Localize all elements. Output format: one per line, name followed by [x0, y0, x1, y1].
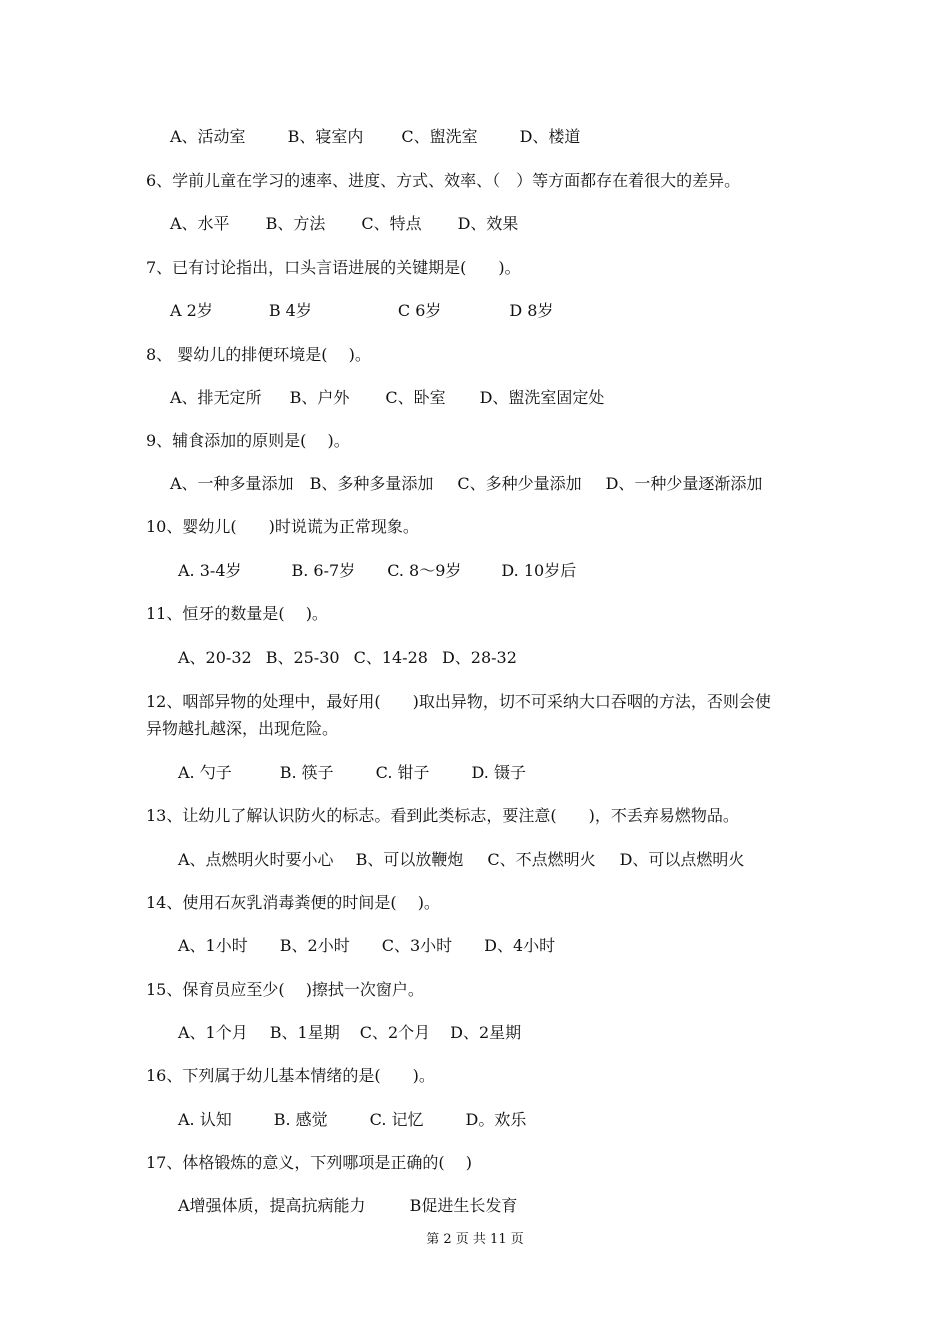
options-row	[178, 1196, 517, 1216]
question-text: 14、使用石灰乳消毒粪便的时间是( )。	[146, 893, 440, 912]
answer-option: D、效果	[457, 214, 519, 233]
answer-option: C、3小时	[381, 936, 453, 955]
options-row	[170, 214, 518, 234]
page-footer: 第 2 页 共 11 页	[426, 1232, 524, 1247]
answer-option: B促进生长发育	[409, 1196, 518, 1215]
answer-option: A、1个月	[178, 1023, 248, 1042]
answer-option: A、排无定所	[170, 388, 262, 407]
answer-option: B 4岁	[268, 301, 312, 320]
answer-option: B、可以放鞭炮	[355, 850, 464, 869]
question-text: 15、保育员应至少( )擦拭一次窗户。	[146, 980, 424, 999]
answer-option: C、盥洗室	[401, 127, 478, 146]
answer-option: C、卧室	[385, 388, 446, 407]
question-text: 异物越扎越深，出现危险。	[146, 719, 339, 738]
options-row	[170, 127, 580, 147]
answer-option: D、楼道	[519, 127, 581, 146]
options-row	[178, 1023, 521, 1043]
answer-option: B. 6-7岁	[291, 561, 356, 580]
answer-option: A 2岁	[170, 301, 213, 320]
question-text: 13、让幼儿了解认识防火的标志。看到此类标志，要注意( )，不丢弃易燃物品。	[146, 806, 739, 825]
answer-option: A、点燃明火时要小心	[178, 850, 334, 869]
answer-option: C、特点	[361, 214, 422, 233]
answer-option: C、不点燃明火	[487, 850, 596, 869]
answer-option: A、20-32	[178, 648, 252, 667]
answer-option: A. 勺子	[178, 763, 232, 782]
answer-option: D. 10岁后	[501, 561, 577, 580]
answer-option: A增强体质，提高抗病能力	[178, 1196, 366, 1215]
answer-option: A、水平	[170, 214, 230, 233]
answer-option: A、一种多量添加	[170, 474, 294, 493]
question-text: 8、 婴幼儿的排便环境是( )。	[146, 345, 371, 364]
answer-option: D、28-32	[441, 648, 517, 667]
options-row	[178, 561, 576, 581]
answer-option: B、25-30	[265, 648, 340, 667]
question-text: 17、体格锻炼的意义，下列哪项是正确的( )	[146, 1153, 472, 1172]
answer-option: D、2星期	[450, 1023, 522, 1042]
answer-option: C. 钳子	[375, 763, 430, 782]
answer-option: B. 筷子	[279, 763, 334, 782]
question-text: 6、学前儿童在学习的速率、进度、方式、效率、（ ）等方面都存在着很大的差异。	[146, 171, 741, 190]
answer-option: A. 认知	[178, 1110, 232, 1129]
answer-option: D. 镊子	[471, 763, 526, 782]
options-row	[178, 1110, 526, 1130]
options-row	[170, 388, 604, 408]
answer-option: C、14-28	[353, 648, 428, 667]
answer-option: C 6岁	[397, 301, 442, 320]
answer-option: B、2小时	[279, 936, 350, 955]
answer-option: D 8岁	[509, 301, 554, 320]
answer-option: A、1小时	[178, 936, 248, 955]
answer-option: B、多种多量添加	[309, 474, 434, 493]
answer-option: C、多种少量添加	[457, 474, 582, 493]
answer-option: C. 8～9岁	[387, 561, 462, 580]
answer-option: B、户外	[289, 388, 350, 407]
answer-option: D。欢乐	[465, 1110, 527, 1129]
question-text: 7、已有讨论指出，口头言语进展的关键期是( )。	[146, 258, 521, 277]
options-row	[178, 850, 744, 870]
answer-option: A、活动室	[170, 127, 246, 146]
answer-option: C. 记忆	[369, 1110, 424, 1129]
question-text: 9、辅食添加的原则是( )。	[146, 431, 350, 450]
options-row	[178, 763, 526, 783]
options-row	[178, 936, 555, 956]
answer-option: D、4小时	[484, 936, 556, 955]
options-row	[170, 474, 762, 494]
question-text: 16、下列属于幼儿基本情绪的是( )。	[146, 1066, 435, 1085]
question-text: 10、婴幼儿( )时说谎为正常现象。	[146, 517, 419, 536]
question-text: 11、恒牙的数量是( )。	[146, 604, 328, 623]
answer-option: D、一种少量逐渐添加	[605, 474, 763, 493]
answer-option: B、寝室内	[287, 127, 364, 146]
answer-option: D、可以点燃明火	[619, 850, 745, 869]
question-text: 12、咽部异物的处理中，最好用( )取出异物，切不可采纳大口吞咽的方法，否则会使	[146, 692, 771, 711]
answer-option: A. 3-4岁	[178, 561, 242, 580]
options-row	[170, 301, 553, 321]
options-row	[178, 648, 517, 668]
answer-option: D、盥洗室固定处	[479, 388, 605, 407]
answer-option: B. 感觉	[273, 1110, 328, 1129]
answer-option: B、1星期	[269, 1023, 340, 1042]
answer-option: B、方法	[265, 214, 326, 233]
answer-option: C、2个月	[359, 1023, 431, 1042]
